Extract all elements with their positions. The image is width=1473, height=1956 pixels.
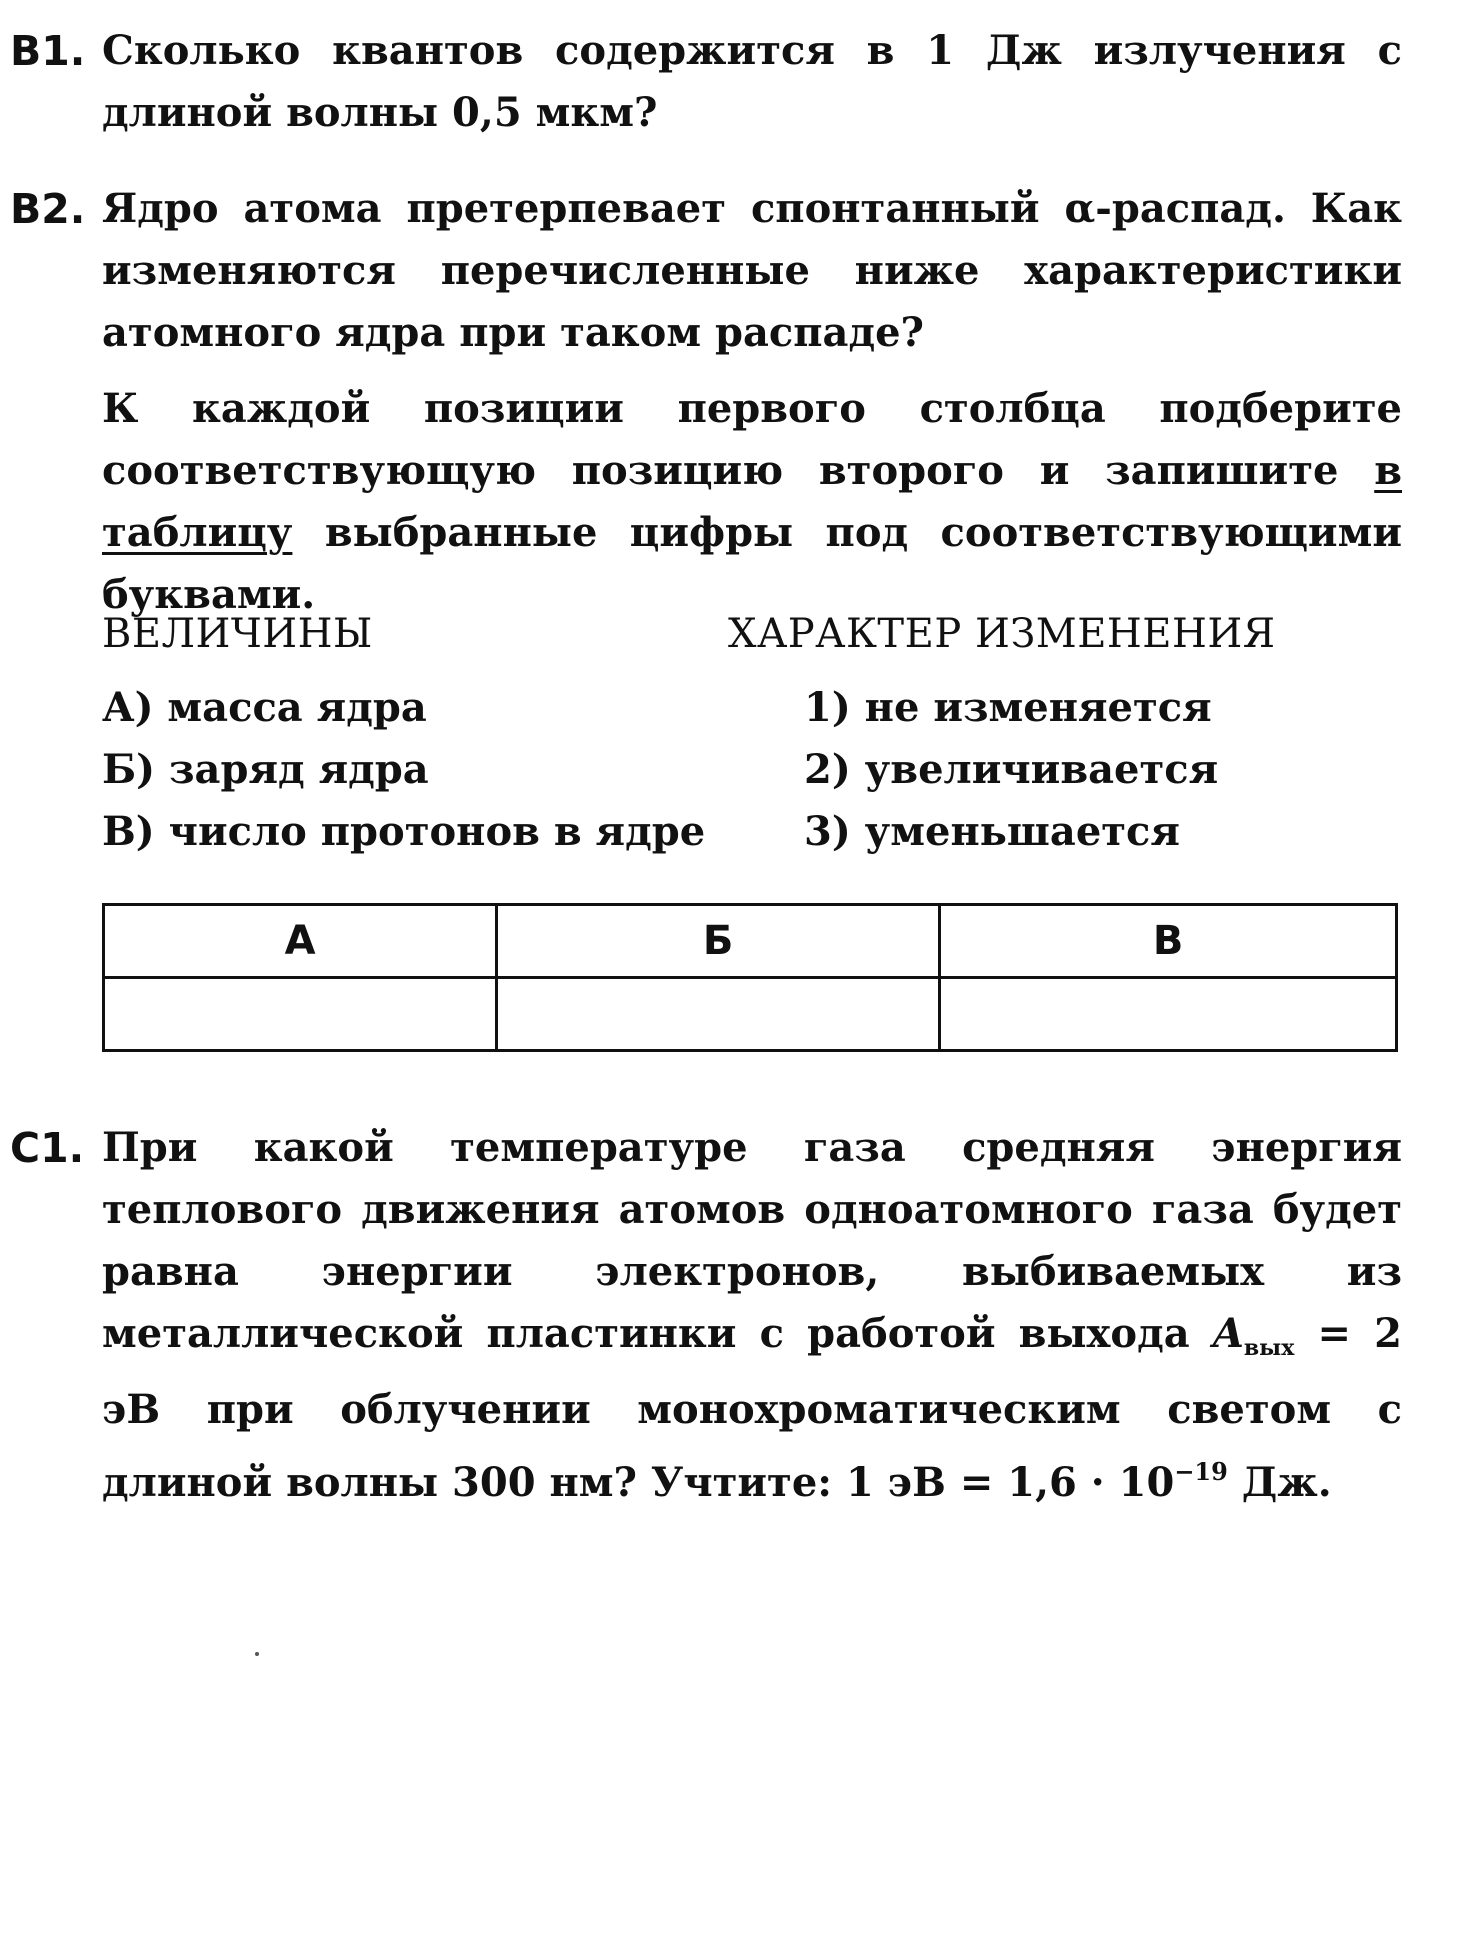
answer-cell[interactable]: [497, 978, 940, 1051]
table-header-cell: А: [104, 905, 497, 978]
question-text-end: Дж.: [1241, 1459, 1332, 1506]
instruction-text: [102, 378, 1402, 626]
answer-cell[interactable]: [104, 978, 497, 1051]
print-speck: [255, 1652, 259, 1656]
quantity-item: Б) заряд ядра: [102, 746, 429, 793]
table-header-cell: Б: [497, 905, 940, 978]
task-number: B1.: [10, 27, 86, 75]
task-text: [102, 1117, 1402, 1514]
exponent: −19: [1174, 1457, 1228, 1486]
quantity-item: А) масса ядра: [102, 684, 427, 731]
question-text: Ядро атома претерпевает спонтанный α-распад. Как изменяются перечисленные ниже характеристики атомного ядра при таком распаде?: [102, 185, 1402, 356]
change-item: 3) уменьшается: [804, 808, 1180, 855]
table-header-row: [104, 905, 1397, 978]
instruction-underlined: в таблицу: [102, 447, 1402, 556]
work-function-subscript: вых: [1243, 1335, 1295, 1361]
quantities-column: [102, 603, 722, 863]
instruction-end: выбранные цифры под соответствующими буквами.: [102, 509, 1402, 618]
task-number: B2.: [10, 185, 86, 233]
question-text: [102, 1117, 1402, 1514]
work-function-symbol: A: [1212, 1310, 1244, 1357]
change-item: 2) увеличивается: [804, 746, 1219, 793]
task-number: C1.: [10, 1124, 85, 1172]
answer-cell[interactable]: [940, 978, 1397, 1051]
task-text: [102, 20, 1402, 144]
question-text-mid: = 2 эВ при облучении монохроматическим светом с длиной волны 300 нм? Учтите: 1 эВ = 1,6 · 10: [102, 1310, 1402, 1506]
question-text-start: При какой температуре газа средняя энергия теплового движения атомов одноатомного газа будет равна энергии электронов, выбиваемых из металлической пластинки с работой выхода: [102, 1124, 1402, 1357]
answer-table: [102, 903, 1398, 1052]
task-text: [102, 178, 1402, 626]
changes-column: [728, 603, 1412, 863]
change-item: 1) не изменяется: [804, 684, 1212, 731]
question-text: Сколько квантов содержится в 1 Дж излучения с длиной волны 0,5 мкм?: [102, 27, 1402, 136]
quantity-item: В) число протонов в ядре: [102, 808, 706, 855]
table-header-cell: В: [940, 905, 1397, 978]
instruction-start: К каждой позиции первого столбца подберите соответствующую позицию второго и запишите: [102, 385, 1402, 494]
table-answer-row: [104, 978, 1397, 1051]
quantities-header: ВЕЛИЧИНЫ: [102, 611, 373, 657]
changes-header: ХАРАКТЕР ИЗМЕНЕНИЯ: [728, 611, 1276, 657]
